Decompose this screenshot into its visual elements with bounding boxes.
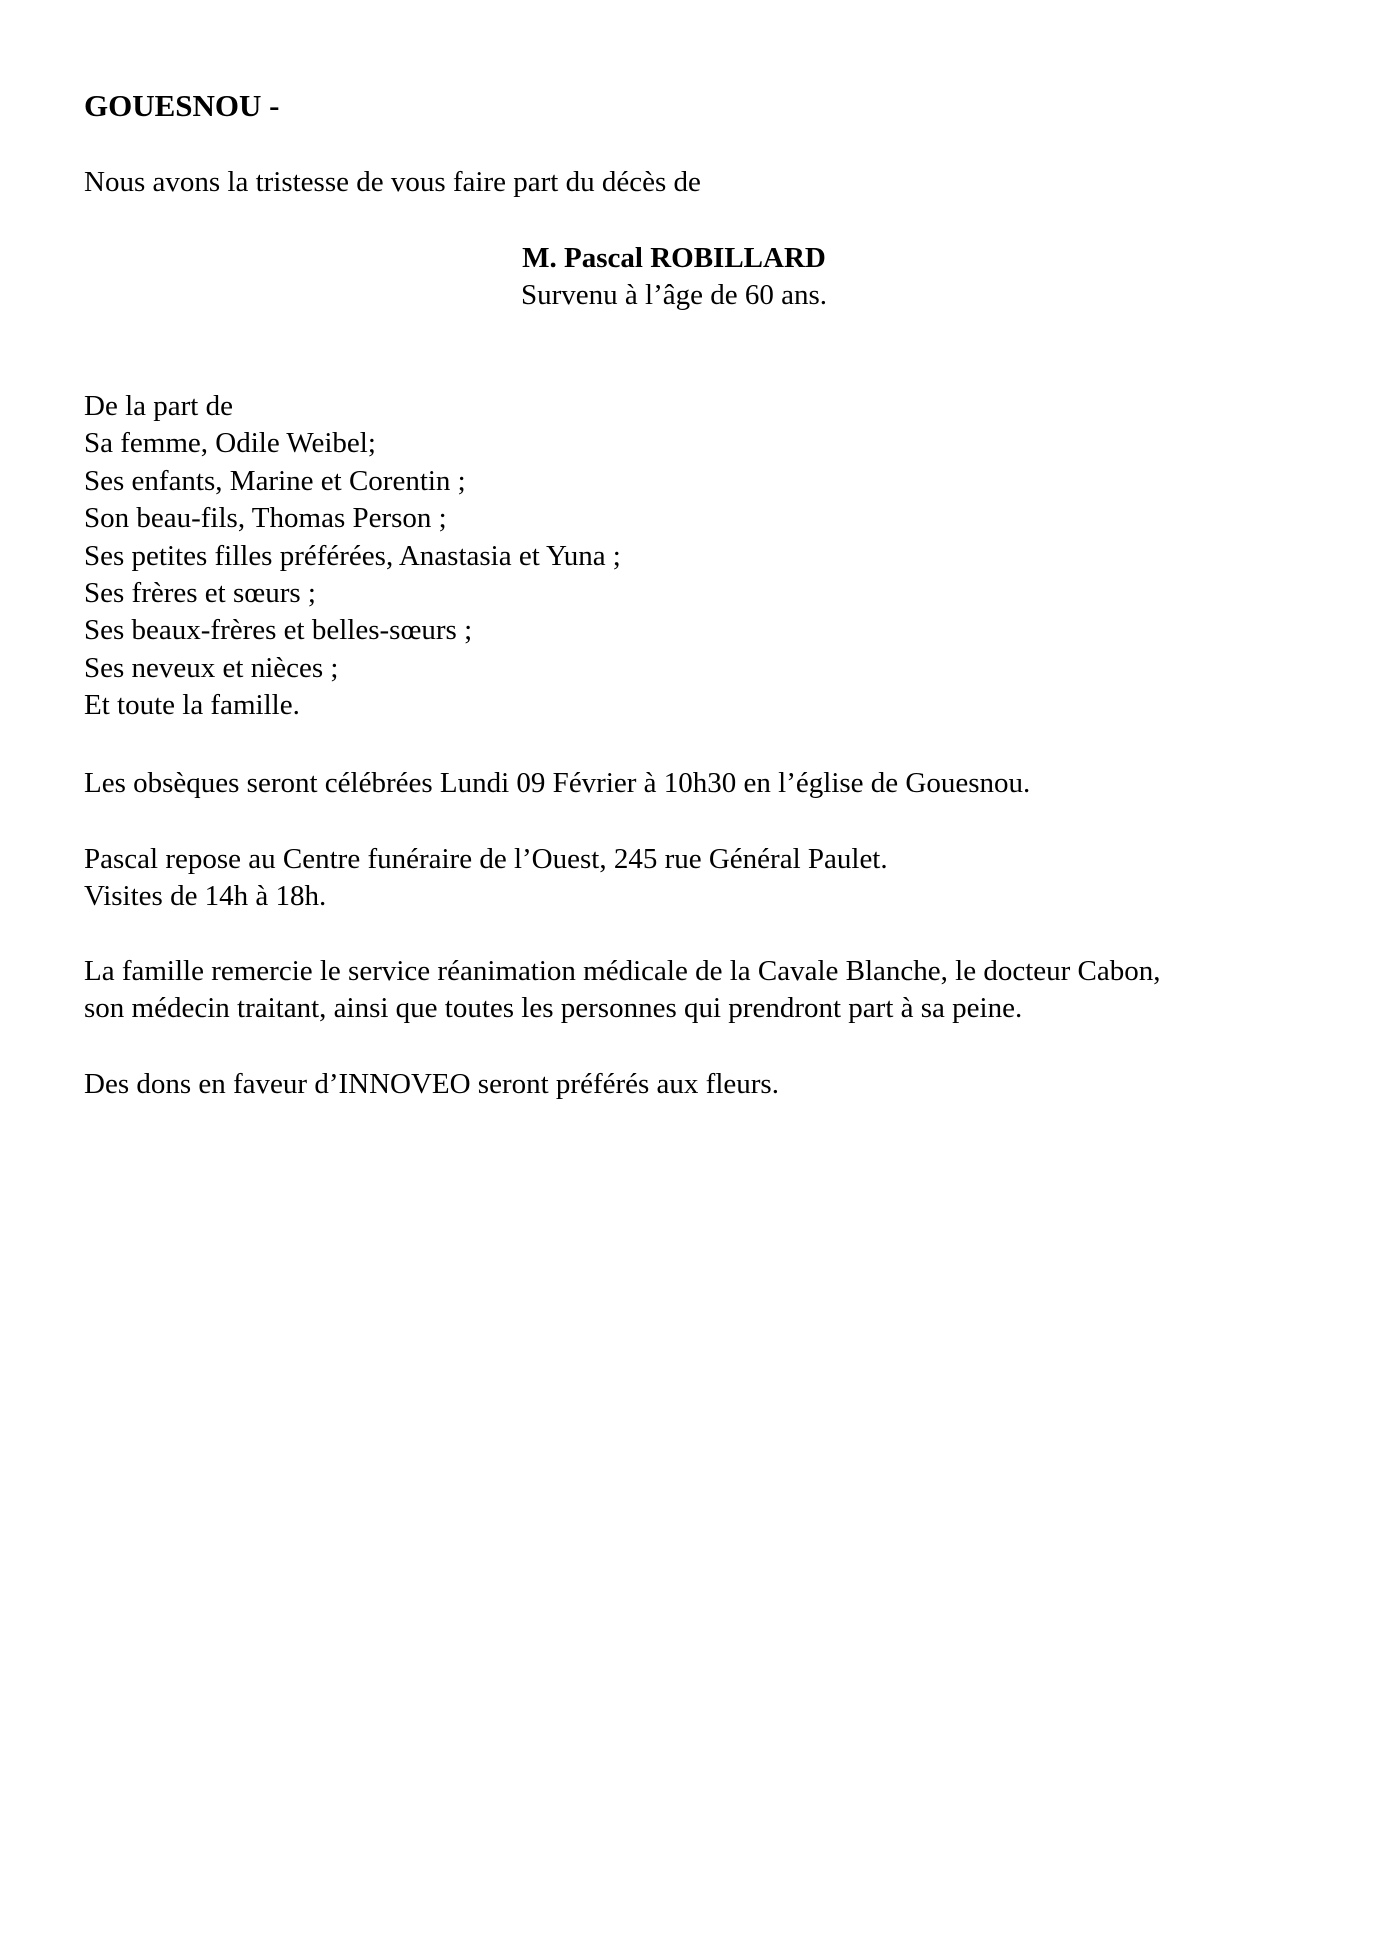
repose-text: Pascal repose au Centre funéraire de l’Ouest, 245 rue Général Paulet. xyxy=(84,843,888,875)
thanks-line-2: son médecin traitant, ainsi que toutes les personnes qui prendront part à sa peine. xyxy=(84,992,1023,1024)
family-line: Sa femme, Odile Weibel; xyxy=(84,427,376,460)
family-list xyxy=(84,388,621,725)
family-line: Ses neveux et nièces ; xyxy=(84,651,339,684)
deceased-block xyxy=(521,240,827,314)
visits-text: Visites de 14h à 18h. xyxy=(84,880,327,912)
family-line: Ses enfants, Marine et Corentin ; xyxy=(84,464,466,497)
donations-text: Des dons en faveur d’INNOVEO seront préférés aux fleurs. xyxy=(84,1068,779,1100)
family-line: Ses petites filles préférées, Anastasia et Yuna ; xyxy=(84,539,621,572)
intro-text: Nous avons la tristesse de vous faire part du décès de xyxy=(84,166,701,198)
deceased-name: M. Pascal ROBILLARD xyxy=(522,242,826,274)
family-line: Ses frères et sœurs ; xyxy=(84,577,316,610)
thanks-line-1: La famille remercie le service réanimation médicale de la Cavale Blanche, le docteur Cabon, xyxy=(84,955,1161,987)
family-line: Et toute la famille. xyxy=(84,689,300,722)
family-line: Son beau-fils, Thomas Person ; xyxy=(84,502,447,535)
family-line: De la part de xyxy=(84,390,233,422)
funeral-text: Les obsèques seront célébrées Lundi 09 Février à 10h30 en l’église de Gouesnou. xyxy=(84,767,1031,799)
family-line: Ses beaux-frères et belles-sœurs ; xyxy=(84,614,473,647)
age-line: Survenu à l’âge de 60 ans. xyxy=(521,279,828,311)
location-heading: GOUESNOU - xyxy=(84,88,280,123)
